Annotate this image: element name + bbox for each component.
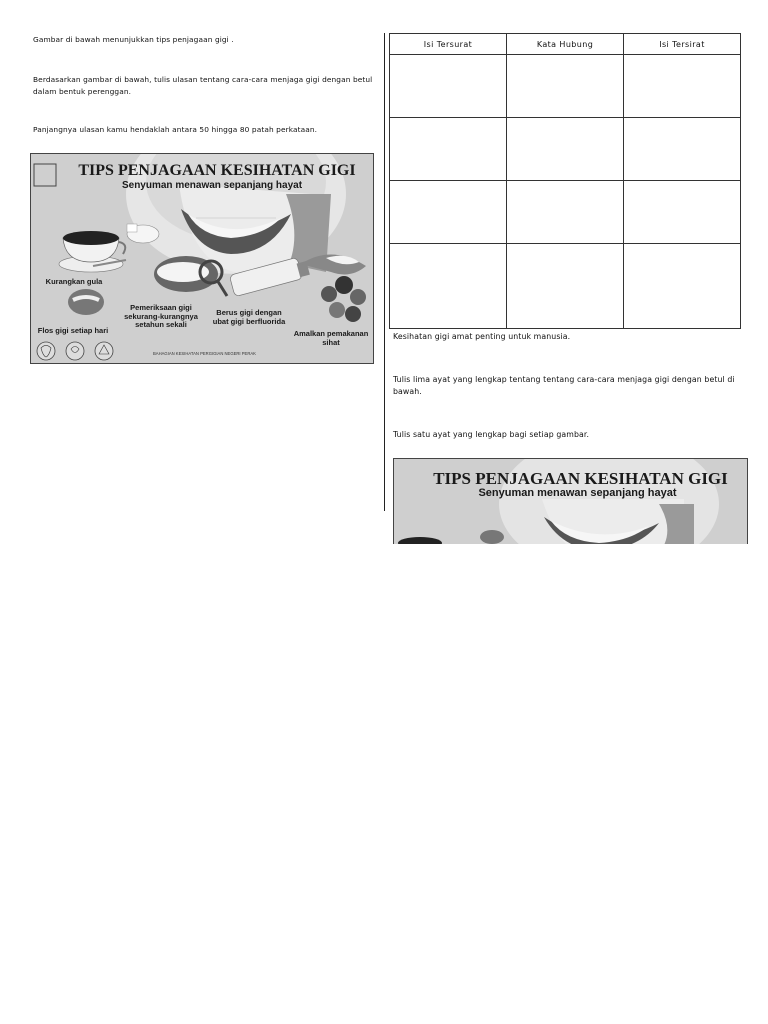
- dental-tips-poster: [30, 153, 374, 364]
- poster-title: TIPS PENJAGAAN KESIHATAN GIGI: [78, 162, 356, 179]
- instruction-intro: Gambar di bawah menunjukkan tips penjagaan gigi .: [33, 35, 234, 44]
- table-cell[interactable]: [507, 181, 624, 244]
- right-statement: Kesihatan gigi amat penting untuk manusia.: [393, 332, 571, 341]
- right-instruction-each: Tulis satu ayat yang lengkap bagi setiap gambar.: [393, 430, 590, 439]
- table-cell[interactable]: [507, 55, 624, 118]
- column-divider: [384, 33, 385, 511]
- table-cell[interactable]: [624, 118, 741, 181]
- table-cell[interactable]: [624, 55, 741, 118]
- table-cell[interactable]: [624, 181, 741, 244]
- dental-tips-poster-cropped: [393, 458, 748, 544]
- tip-fluoride-brushing: Berus gigi dengan ubat gigi berfluorida: [212, 308, 286, 326]
- table-row: [390, 244, 741, 329]
- tip-healthy-diet: Amalkan pemakanan sihat: [293, 329, 369, 347]
- table-cell[interactable]: [390, 118, 507, 181]
- poster-footer: BAHAGIAN KESIHATAN PERGIGIAN NEGERI PERAK: [153, 351, 256, 356]
- right-instruction-five: Tulis lima ayat yang lengkap tentang tentang cara-cara menjaga gigi dengan betul di bawah.: [393, 375, 735, 396]
- header-isi-tersirat: Isi Tersirat: [624, 34, 741, 55]
- poster-subtitle-cropped: Senyuman menawan sepanjang hayat: [478, 487, 677, 499]
- table-cell[interactable]: [624, 244, 741, 329]
- poster-title-cropped: TIPS PENJAGAAN KESIHATAN GIGI: [433, 469, 728, 488]
- table-cell[interactable]: [507, 118, 624, 181]
- table-cell[interactable]: [390, 181, 507, 244]
- tip-reduce-sugar: Kurangkan gula: [45, 277, 103, 286]
- instruction-task: Berdasarkan gambar di bawah, tulis ulasan tentang cara-cara menjaga gigi dengan betul dalam bentuk perenggan.: [33, 75, 373, 96]
- answer-table: [389, 33, 741, 329]
- table-row: [390, 55, 741, 118]
- table-cell[interactable]: [390, 55, 507, 118]
- table-row: [390, 181, 741, 244]
- header-kata-hubung: Kata Hubung: [507, 34, 624, 55]
- header-isi-tersurat: Isi Tersurat: [390, 34, 507, 55]
- tip-dental-checkup: Pemeriksaan gigi sekurang-kurangnya setahun sekali: [124, 303, 198, 329]
- table-row: [390, 118, 741, 181]
- table-cell[interactable]: [390, 244, 507, 329]
- instruction-length: Panjangnya ulasan kamu hendaklah antara 50 hingga 80 patah perkataan.: [33, 125, 318, 134]
- tip-floss-daily: Flos gigi setiap hari: [37, 326, 109, 335]
- table-cell[interactable]: [507, 244, 624, 329]
- poster-subtitle: Senyuman menawan sepanjang hayat: [121, 180, 303, 191]
